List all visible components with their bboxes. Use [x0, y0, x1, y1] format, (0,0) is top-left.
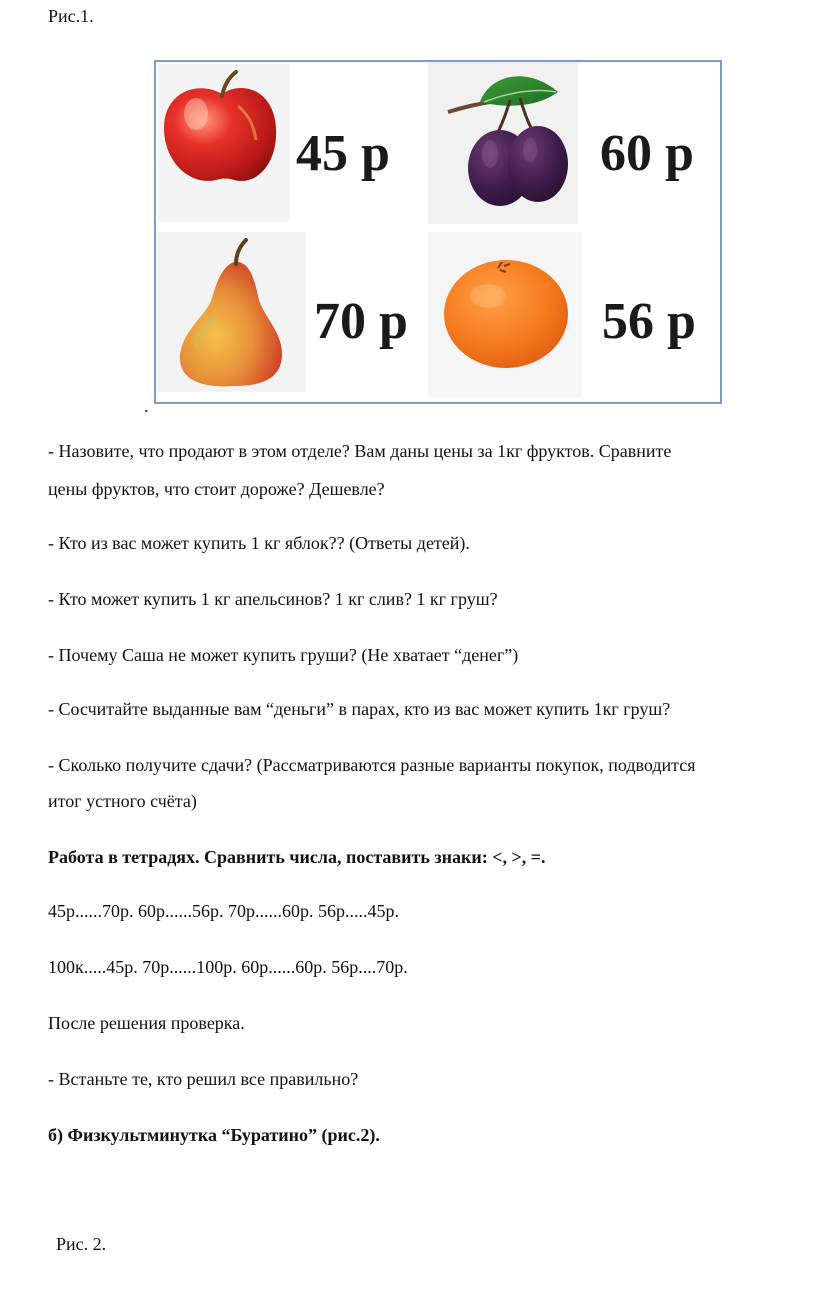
- fruit-card-plum: [428, 62, 722, 232]
- figure-dot: .: [144, 396, 149, 416]
- question-1-line-2: цены фруктов, что стоит дороже? Дешевле?: [48, 479, 385, 499]
- question-2: - Кто из вас может купить 1 кг яблок?? (Ответы детей).: [48, 533, 470, 553]
- check-note: После решения проверка.: [48, 1013, 245, 1033]
- price-orange: 56 р: [602, 293, 696, 350]
- plum-icon: [440, 64, 580, 209]
- orange-icon: [440, 256, 574, 372]
- figure-2-caption: Рис. 2.: [56, 1234, 107, 1254]
- fruit-card-orange: [428, 232, 722, 404]
- stand-up-question: - Встаньте те, кто решил все правильно?: [48, 1069, 359, 1089]
- figure-caption: Рис.1.: [48, 6, 94, 26]
- task-heading: Работа в тетрадях. Сравнить числа, поставить знаки: <, >, =.: [48, 847, 546, 867]
- price-plum: 60 р: [600, 125, 694, 182]
- question-6-line-1: - Сколько получите сдачи? (Рассматриваются разные варианты покупок, подводится: [48, 755, 696, 775]
- question-6-line-2: итог устного счёта): [48, 791, 197, 811]
- price-pear: 70 р: [314, 293, 408, 350]
- question-3: - Кто может купить 1 кг апельсинов? 1 кг слив? 1 кг груш?: [48, 589, 498, 609]
- fruit-card-pear: [156, 232, 428, 404]
- price-apple: 45 р: [296, 125, 390, 182]
- pear-icon: [170, 236, 290, 392]
- question-5: - Сосчитайте выданные вам “деньги” в парах, кто из вас может купить 1кг груш?: [48, 699, 671, 719]
- comparison-row-2: 100к.....45р. 70р......100р. 60р......60р. 56р....70р.: [48, 957, 408, 977]
- question-4: - Почему Саша не может купить груши? (Не хватает “денег”): [48, 645, 519, 665]
- fruit-card-apple: [156, 62, 428, 232]
- fruit-price-figure: [154, 60, 722, 404]
- comparison-row-1: 45р......70р. 60р......56р. 70р......60р. 56р.....45р.: [48, 901, 399, 921]
- apple-icon: [158, 66, 283, 194]
- question-1-line-1: - Назовите, что продают в этом отделе? Вам даны цены за 1кг фруктов. Сравните: [48, 441, 672, 461]
- section-b-heading: б) Физкультминутка “Буратино” (рис.2).: [48, 1125, 380, 1145]
